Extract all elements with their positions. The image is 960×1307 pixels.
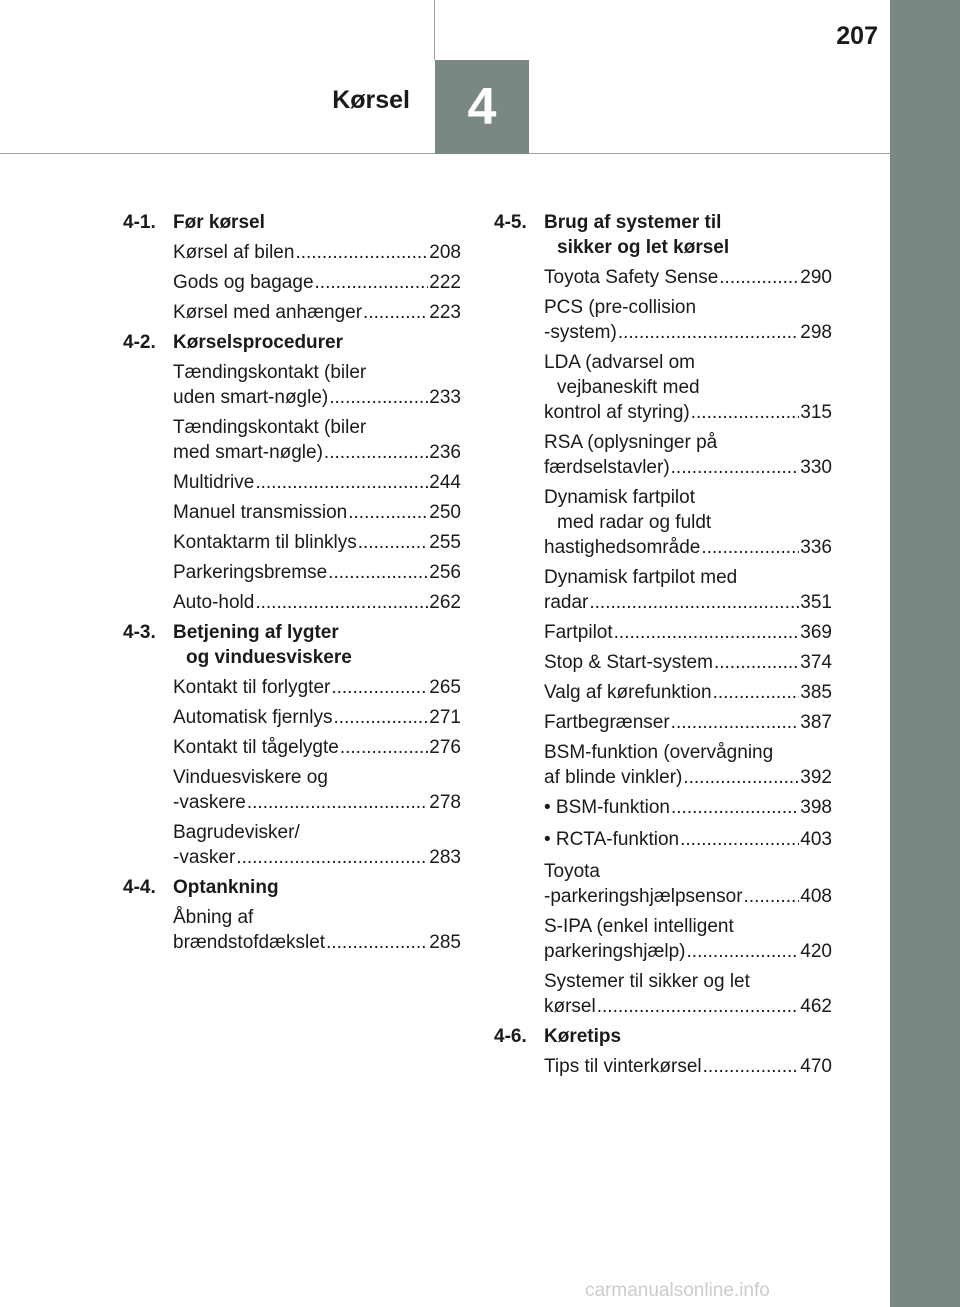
section-heading <box>494 210 832 260</box>
dot-leader <box>255 590 428 615</box>
entry-last-line <box>544 680 832 705</box>
entry-page-number: 278 <box>429 792 461 813</box>
entry-label: Automatisk fjernlys <box>173 707 333 728</box>
entry-last-line <box>544 765 832 790</box>
toc-entry[interactable] <box>544 969 832 1019</box>
dot-leader <box>331 675 428 700</box>
toc-entry[interactable] <box>544 650 832 675</box>
entry-page-number: 408 <box>800 886 832 907</box>
section-title-line: Optankning <box>173 877 279 898</box>
dot-leader <box>597 994 800 1019</box>
entry-label: Manuel transmission <box>173 502 348 523</box>
toc-entry[interactable] <box>173 470 461 495</box>
entry-page-number: 398 <box>800 797 832 818</box>
dot-leader <box>671 710 800 735</box>
entry-page-number: 262 <box>429 592 461 613</box>
toc-entry[interactable] <box>173 590 461 615</box>
toc-entry[interactable] <box>173 705 461 730</box>
section-title <box>173 210 461 235</box>
toc-entry[interactable] <box>173 820 461 870</box>
chapter-title: Kørsel <box>332 86 410 114</box>
dot-leader <box>329 385 428 410</box>
entry-last-line <box>544 710 832 735</box>
entry-last-line <box>173 500 461 525</box>
entry-last-line <box>173 790 461 815</box>
entry-page-number: 336 <box>800 537 832 558</box>
entry-last-line <box>173 735 461 760</box>
section-title <box>544 210 832 260</box>
entry-last-line <box>173 560 461 585</box>
entry-label-line: S-IPA (enkel intelligent <box>544 916 734 937</box>
toc-entry[interactable] <box>173 765 461 815</box>
entry-label-line: Dynamisk fartpilot <box>544 487 695 508</box>
entry-label-line: PCS (pre-collision <box>544 297 697 318</box>
section-heading <box>123 620 461 670</box>
toc-entry[interactable] <box>173 240 461 265</box>
entry-last-line <box>173 300 461 325</box>
entry-last-line <box>544 320 832 345</box>
entry-label: Kørsel af bilen <box>173 242 295 263</box>
dot-leader <box>315 270 429 295</box>
entry-label: kontrol af styring) <box>544 402 690 423</box>
entry-last-line <box>544 590 832 615</box>
entry-label: Fartbegrænser <box>544 712 670 733</box>
section-number: 4-1. <box>123 212 156 233</box>
dot-leader <box>295 240 428 265</box>
entry-label: parkeringshjælp) <box>544 941 686 962</box>
entry-last-line <box>173 385 461 410</box>
entry-page-number: 470 <box>800 1056 832 1077</box>
entry-page-number: 387 <box>800 712 832 733</box>
entry-label: -vaskere <box>173 792 246 813</box>
entry-label-line: Åbning af <box>173 907 254 928</box>
entry-page-number: 222 <box>429 272 461 293</box>
entry-last-line <box>173 530 461 555</box>
entry-page-number: 462 <box>800 996 832 1017</box>
entry-last-line <box>544 1054 832 1079</box>
entry-label: • RCTA-funktion <box>544 829 680 850</box>
section-number: 4-5. <box>494 212 527 233</box>
entry-label: Kontakt til forlygter <box>173 677 331 698</box>
entry-label: Fartpilot <box>544 622 613 643</box>
section-title-line: Køretips <box>544 1026 622 1047</box>
entry-label: -system) <box>544 322 617 343</box>
entry-label: Kørsel med anhænger <box>173 302 363 323</box>
dot-leader <box>358 530 429 555</box>
dot-leader <box>247 790 428 815</box>
entry-label: Gods og bagage <box>173 272 314 293</box>
dot-leader <box>236 845 428 870</box>
dot-leader <box>671 795 799 820</box>
entry-label: færdselstavler) <box>544 457 670 478</box>
entry-last-line <box>173 270 461 295</box>
toc-entry[interactable] <box>173 300 461 325</box>
section-number: 4-6. <box>494 1026 527 1047</box>
entry-page-number: 315 <box>800 402 832 423</box>
toc-entry[interactable] <box>544 265 832 290</box>
entry-last-line <box>544 620 832 645</box>
entry-page-number: 271 <box>429 707 461 728</box>
toc-entry[interactable] <box>544 680 832 705</box>
entry-label: -vasker <box>173 847 236 868</box>
entry-page-number: 403 <box>800 829 832 850</box>
entry-last-line <box>544 455 832 480</box>
toc-entry[interactable] <box>544 827 832 852</box>
entry-label-line: Dynamisk fartpilot med <box>544 567 738 588</box>
entry-label-line: BSM-funktion (overvågning <box>544 742 774 763</box>
dot-leader <box>744 884 800 909</box>
section-title-line: sikker og let kørsel <box>557 237 730 258</box>
entry-last-line <box>173 675 461 700</box>
entry-page-number: 283 <box>429 847 461 868</box>
section-heading <box>123 330 461 355</box>
entry-last-line <box>544 795 832 820</box>
dot-leader <box>340 735 428 760</box>
section-number: 4-2. <box>123 332 156 353</box>
entry-page-number: 223 <box>429 302 461 323</box>
entry-label: Kontaktarm til blinklys <box>173 532 357 553</box>
section-heading <box>123 210 461 235</box>
toc-entry[interactable] <box>173 270 461 295</box>
section-title-line: Betjening af lygter <box>173 622 339 643</box>
entry-page-number: 236 <box>429 442 461 463</box>
entry-last-line <box>173 440 461 465</box>
entry-label: radar <box>544 592 589 613</box>
dot-leader <box>255 470 428 495</box>
dot-leader <box>719 265 799 290</box>
entry-label: med smart-nøgle) <box>173 442 323 463</box>
entry-last-line <box>173 930 461 955</box>
entry-last-line <box>544 535 832 560</box>
entry-last-line <box>173 470 461 495</box>
section-title-line: Brug af systemer til <box>544 212 722 233</box>
dot-leader <box>614 620 800 645</box>
toc-entry[interactable] <box>544 565 832 615</box>
entry-page-number: 298 <box>800 322 832 343</box>
entry-label: Multidrive <box>173 472 255 493</box>
section-heading <box>123 875 461 900</box>
entry-page-number: 392 <box>800 767 832 788</box>
toc-entry[interactable] <box>544 914 832 964</box>
entry-label: hastighedsområde <box>544 537 701 558</box>
section-title-line: Kørselsprocedurer <box>173 332 344 353</box>
dot-leader <box>363 300 428 325</box>
entry-label: brændstofdækslet <box>173 932 326 953</box>
entry-page-number: 330 <box>800 457 832 478</box>
entry-label: kørsel <box>544 996 596 1017</box>
entry-label: Auto-hold <box>173 592 255 613</box>
toc-entry[interactable] <box>544 350 832 425</box>
dot-leader <box>691 400 800 425</box>
dot-leader <box>671 455 800 480</box>
entry-label: -parkeringshjælpsensor <box>544 886 743 907</box>
entry-page-number: 256 <box>429 562 461 583</box>
dot-leader <box>701 535 799 560</box>
entry-last-line <box>544 827 832 852</box>
section-number: 4-4. <box>123 877 156 898</box>
entry-label-line: LDA (advarsel om <box>544 352 696 373</box>
section-title-line: Før kørsel <box>173 212 265 233</box>
section-title <box>173 875 461 900</box>
entry-page-number: 374 <box>800 652 832 673</box>
dot-leader <box>683 765 799 790</box>
entry-last-line <box>173 590 461 615</box>
chapter-sidebar <box>890 0 960 1307</box>
section-title <box>173 620 461 670</box>
entry-page-number: 276 <box>429 737 461 758</box>
entry-page-number: 250 <box>429 502 461 523</box>
section-heading <box>494 1024 832 1049</box>
entry-page-number: 244 <box>429 472 461 493</box>
toc-entry[interactable] <box>544 295 832 345</box>
entry-label: uden smart-nøgle) <box>173 387 329 408</box>
toc-entry[interactable] <box>173 675 461 700</box>
entry-last-line <box>544 884 832 909</box>
entry-label-line: Toyota <box>544 861 600 882</box>
dot-leader <box>348 500 428 525</box>
entry-page-number: 420 <box>800 941 832 962</box>
entry-label-line: Vinduesviskere og <box>173 767 328 788</box>
entry-label: Tips til vinterkørsel <box>544 1056 702 1077</box>
entry-label: Valg af kørefunktion <box>544 682 712 703</box>
toc-entry[interactable] <box>544 710 832 735</box>
entry-page-number: 351 <box>800 592 832 613</box>
page-number: 207 <box>836 22 878 50</box>
entry-last-line <box>544 994 832 1019</box>
toc-entry[interactable] <box>173 530 461 555</box>
toc-entry[interactable] <box>544 430 832 480</box>
entry-page-number: 290 <box>800 267 832 288</box>
entry-last-line <box>544 400 832 425</box>
dot-leader <box>680 827 799 852</box>
entry-label: Parkeringsbremse <box>173 562 328 583</box>
toc-entry[interactable] <box>173 360 461 410</box>
entry-last-line <box>173 845 461 870</box>
toc-entry[interactable] <box>173 415 461 465</box>
entry-page-number: 208 <box>429 242 461 263</box>
section-title <box>544 1024 832 1049</box>
entry-label-line: Tændingskontakt (biler <box>173 417 367 438</box>
toc-entry[interactable] <box>544 740 832 790</box>
toc-entry[interactable] <box>544 859 832 909</box>
toc-entry[interactable] <box>544 795 832 820</box>
dot-leader <box>703 1054 800 1079</box>
section-number: 4-3. <box>123 622 156 643</box>
entry-label: • BSM-funktion <box>544 797 670 818</box>
entry-last-line <box>173 240 461 265</box>
dot-leader <box>714 650 799 675</box>
dot-leader <box>328 560 428 585</box>
toc-entry[interactable] <box>173 735 461 760</box>
entry-label-line: Tændingskontakt (biler <box>173 362 367 383</box>
dot-leader <box>687 939 800 964</box>
toc-entry[interactable] <box>173 500 461 525</box>
dot-leader <box>333 705 428 730</box>
dot-leader <box>713 680 800 705</box>
entry-page-number: 385 <box>800 682 832 703</box>
section-title <box>173 330 461 355</box>
toc-entry[interactable] <box>544 620 832 645</box>
entry-label-line: RSA (oplysninger på <box>544 432 718 453</box>
entry-label-line: Systemer til sikker og let <box>544 971 750 992</box>
dot-leader <box>618 320 799 345</box>
entry-label-line: vejbaneskift med <box>557 377 700 398</box>
entry-page-number: 255 <box>429 532 461 553</box>
entry-page-number: 369 <box>800 622 832 643</box>
chapter-number-box: 4 <box>435 60 529 154</box>
entry-label: Stop & Start-system <box>544 652 713 673</box>
entry-label: Kontakt til tågelygte <box>173 737 339 758</box>
entry-label-line: med radar og fuldt <box>557 512 712 533</box>
entry-label: af blinde vinkler) <box>544 767 683 788</box>
entry-page-number: 265 <box>429 677 461 698</box>
entry-page-number: 285 <box>429 932 461 953</box>
header-divider-vertical <box>434 0 435 60</box>
toc-entry[interactable] <box>173 905 461 955</box>
entry-label-line: Bagrudevisker/ <box>173 822 300 843</box>
toc-entry[interactable] <box>544 485 832 560</box>
entry-last-line <box>544 939 832 964</box>
entry-page-number: 233 <box>429 387 461 408</box>
entry-last-line <box>544 650 832 675</box>
toc-left-column <box>123 210 461 960</box>
toc-entry[interactable] <box>173 560 461 585</box>
entry-last-line <box>173 705 461 730</box>
entry-last-line <box>544 265 832 290</box>
dot-leader <box>324 440 428 465</box>
dot-leader <box>589 590 799 615</box>
watermark: carmanualsonline.info <box>585 1280 770 1301</box>
section-title-line: og vinduesviskere <box>186 647 352 668</box>
entry-label: Toyota Safety Sense <box>544 267 719 288</box>
dot-leader <box>326 930 428 955</box>
toc-entry[interactable] <box>544 1054 832 1079</box>
toc-right-column <box>494 210 832 1084</box>
